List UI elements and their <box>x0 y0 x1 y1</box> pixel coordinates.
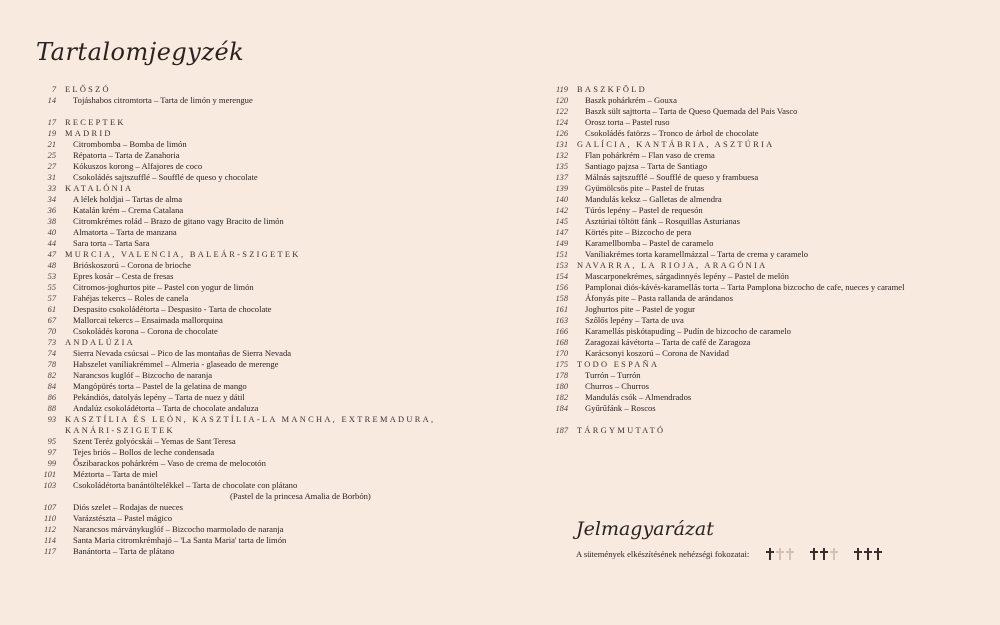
section-title: RECEPTEK <box>65 118 126 127</box>
page-number: 82 <box>47 371 56 380</box>
toc-entry <box>548 238 958 249</box>
page-number: 145 <box>555 217 568 226</box>
toc-entry <box>36 271 446 282</box>
toc-entry <box>36 326 446 337</box>
toc-entry <box>548 381 958 392</box>
toc-section <box>36 84 446 95</box>
page-number: 34 <box>47 195 56 204</box>
page-number: 124 <box>555 118 568 127</box>
cross-icon <box>775 548 784 560</box>
entry-title: Karácsonyi koszorú – Corona de Navidad <box>585 348 729 358</box>
toc-section <box>548 425 958 436</box>
page-number: 151 <box>555 250 568 259</box>
cross-icon <box>853 548 862 560</box>
toc-section <box>36 117 446 128</box>
toc-entry <box>36 403 446 414</box>
entry-title: Santa Maria citromkrémhajó – 'La Santa Maria' tarta de limón <box>73 535 287 545</box>
entry-title: Tojáshabos citromtorta – Tarta de limón y merengue <box>73 95 253 105</box>
toc-entry <box>36 392 446 403</box>
page-number: 135 <box>555 162 568 171</box>
toc-entry <box>548 403 958 414</box>
page-number: 14 <box>47 96 56 105</box>
page-number: 67 <box>47 316 56 325</box>
entry-title: Citrombomba – Bomba de limón <box>73 139 187 149</box>
page-number: 88 <box>47 404 56 413</box>
toc-entry <box>548 106 958 117</box>
toc-entry <box>36 238 446 249</box>
toc-entry <box>36 535 446 546</box>
entry-title: Karamellás piskótapuding – Pudín de bizcocho de caramelo <box>585 326 791 336</box>
entry-title: Varázstészta – Pastel mágico <box>73 513 173 523</box>
entry-title: Almatorta – Tarta de manzana <box>73 227 177 237</box>
section-title: KANÁRI-SZIGETEK <box>65 426 175 435</box>
toc-entry <box>36 436 446 447</box>
page-number: 57 <box>47 294 56 303</box>
toc-entry <box>548 183 958 194</box>
entry-title: (Pastel de la princesa Amalia de Borbón) <box>230 491 371 501</box>
toc-entry <box>36 205 446 216</box>
toc-entry <box>36 513 446 524</box>
cross-icon <box>863 548 872 560</box>
page-number: 112 <box>44 525 56 534</box>
toc-entry <box>548 249 958 260</box>
toc-right-column <box>548 84 958 436</box>
page-number: 140 <box>555 195 568 204</box>
entry-title: Tejes briós – Bollos de leche condensada <box>73 447 215 457</box>
page-number: 178 <box>555 371 568 380</box>
page-number: 120 <box>555 96 568 105</box>
entry-title: Csokoládés sajtszufflé – Soufflé de queso y chocolate <box>73 172 258 182</box>
toc-section <box>36 425 446 436</box>
entry-title: Epres kosár – Cesta de fresas <box>73 271 174 281</box>
toc-entry <box>36 95 446 106</box>
page-number: 119 <box>556 85 568 94</box>
page-number: 180 <box>555 382 568 391</box>
entry-title: Méztorta – Tarta de miel <box>73 469 158 479</box>
entry-title: Gyümölcsös pite – Pastel de frutas <box>585 183 705 193</box>
section-title: ANDALÚZIA <box>65 338 136 347</box>
toc-entry <box>36 216 446 227</box>
toc-section <box>548 260 958 271</box>
toc-entry <box>36 502 446 513</box>
entry-title: Baszk sült sajttorta – Tarta de Queso Quemada del Pais Vasco <box>585 106 798 116</box>
toc-entry <box>548 348 958 359</box>
page-number: 70 <box>47 327 56 336</box>
page-number: 131 <box>555 140 568 149</box>
entry-title: Despasito csokoládétorta – Despasito - Tarta de chocolate <box>73 304 272 314</box>
entry-title: Fahéjas tekercs – Roles de canela <box>73 293 189 303</box>
entry-title: Katalán krém – Crema Catalana <box>73 205 184 215</box>
page-number: 154 <box>555 272 568 281</box>
page-number: 149 <box>555 239 568 248</box>
toc-entry <box>548 128 958 139</box>
section-title: KASZTÍLIA ÉS LEÓN, KASZTÍLIA-LA MANCHA, EXTREMADURA, <box>65 415 436 424</box>
entry-title: Pamplonai diós-kávés-karamellás torta – Tarta Pamplona bizcocho de cafe, nueces y caramel <box>585 282 905 292</box>
page-number: 47 <box>47 250 56 259</box>
entry-title: Habszelet vaníliakrémmel – Almeria - glaseado de merenge <box>73 359 279 369</box>
page-number: 126 <box>555 129 568 138</box>
toc-entry <box>36 282 446 293</box>
cross-icon <box>809 548 818 560</box>
section-title: BASZKFÖLD <box>577 85 648 94</box>
toc-entry <box>36 348 446 359</box>
toc-entry <box>548 293 958 304</box>
page-number: 25 <box>47 151 56 160</box>
page-number: 147 <box>555 228 568 237</box>
entry-title: Narancsos kuglóf – Bizcocho de naranja <box>73 370 213 380</box>
entry-title: Citromos-joghurtos pite – Pastel con yogur de limón <box>73 282 254 292</box>
entry-title: Zaragozai kávétorta – Tarta de café de Zaragoza <box>585 337 751 347</box>
page-number: 48 <box>47 261 56 270</box>
toc-entry <box>548 271 958 282</box>
page-number: 132 <box>555 151 568 160</box>
entry-title: Sara torta – Tarta Sara <box>73 238 150 248</box>
page-number: 137 <box>555 173 568 182</box>
entry-title: Sierra Nevada csúcsai – Pico de las montañas de Sierra Nevada <box>73 348 292 358</box>
toc-section <box>36 183 446 194</box>
toc-entry <box>36 260 446 271</box>
entry-title: Karamellbomba – Pastel de caramelo <box>585 238 714 248</box>
page-number: 7 <box>51 85 56 94</box>
entry-title: Mangópürés torta – Pastel de la gelatina de mango <box>73 381 247 391</box>
legend-row <box>576 548 897 560</box>
entry-title: Kókuszos korong – Alfajores de coco <box>73 161 203 171</box>
page-number: 153 <box>555 261 568 270</box>
entry-title: Andalúz csokoládétorta – Tarta de chocolate andaluza <box>73 403 259 413</box>
page-number: 142 <box>555 206 568 215</box>
toc-entry <box>548 117 958 128</box>
toc-entry <box>36 546 446 557</box>
entry-title: A lélek holdjai – Tartas de alma <box>73 194 183 204</box>
page-number: 139 <box>555 184 568 193</box>
page-number: 101 <box>43 470 56 479</box>
page-number: 38 <box>47 217 56 226</box>
cross-icon <box>873 548 882 560</box>
toc-entry <box>548 326 958 337</box>
toc-entry <box>36 524 446 535</box>
difficulty-level-1 <box>765 548 795 560</box>
toc-entry <box>36 227 446 238</box>
page-title: Tartalomjegyzék <box>36 38 245 66</box>
page-number: 93 <box>47 415 56 424</box>
toc-entry <box>548 205 958 216</box>
entry-title: Flan pohárkrém – Flan vaso de crema <box>585 150 715 160</box>
toc-section <box>36 414 446 425</box>
page-number: 73 <box>47 338 56 347</box>
toc-entry <box>36 359 446 370</box>
toc-entry <box>36 161 446 172</box>
entry-title: Churros – Churros <box>585 381 649 391</box>
section-title: MADRID <box>65 129 113 138</box>
entry-title: Csokoládés fatörzs – Tronco de árbol de chocolate <box>585 128 759 138</box>
entry-title: Banántorta – Tarta de plátano <box>73 546 175 556</box>
legend <box>576 518 897 560</box>
difficulty-levels <box>765 548 897 560</box>
entry-title: Körtés pite – Bizcocho de pera <box>585 227 692 237</box>
toc-entry <box>36 304 446 315</box>
toc-entry <box>548 161 958 172</box>
section-title: TÁRGYMUTATÓ <box>577 426 666 435</box>
page-number: 182 <box>555 393 568 402</box>
page-number: 36 <box>47 206 56 215</box>
page-number: 161 <box>555 305 568 314</box>
toc-entry <box>548 216 958 227</box>
toc-entry <box>36 194 446 205</box>
legend-title: Jelmagyarázat <box>576 518 714 540</box>
cross-icon <box>785 548 794 560</box>
toc-section <box>548 359 958 370</box>
page-number: 110 <box>44 514 56 523</box>
toc-entry <box>36 315 446 326</box>
page-number: 114 <box>44 536 56 545</box>
entry-title: Pekándiós, datolyás lepény – Tarta de nuez y dátil <box>73 392 245 402</box>
page-number: 19 <box>47 129 56 138</box>
page-number: 156 <box>555 283 568 292</box>
toc-section <box>548 84 958 95</box>
entry-title: Brióskoszorú – Corona de brioche <box>73 260 191 270</box>
toc-entry <box>548 337 958 348</box>
toc-entry <box>36 458 446 469</box>
page-number: 55 <box>47 283 56 292</box>
entry-title: Diós szelet – Rodajas de nueces <box>73 502 184 512</box>
toc-entry <box>548 304 958 315</box>
entry-title: Csokoládés korona – Corona de chocolate <box>73 326 218 336</box>
entry-title: Répatorta – Tarta de Zanahoria <box>73 150 180 160</box>
toc-entry <box>548 282 958 293</box>
entry-title: Narancsos márványkuglóf – Bizcocho marmolado de naranja <box>73 524 284 534</box>
cross-icon <box>819 548 828 560</box>
toc-entry <box>36 491 446 502</box>
page-number: 53 <box>47 272 56 281</box>
difficulty-level-2 <box>809 548 839 560</box>
entry-title: Vaníliakrémes torta karamellmázzal – Tarta de crema y caramelo <box>585 249 809 259</box>
entry-title: Santiago pajzsa – Tarta de Santiago <box>585 161 708 171</box>
page-number: 78 <box>47 360 56 369</box>
section-title: ELŐSZÓ <box>65 85 111 94</box>
toc-section <box>36 337 446 348</box>
page-number: 187 <box>555 426 568 435</box>
section-title: MURCIA, VALENCIA, BALEÁR-SZIGETEK <box>65 250 301 259</box>
entry-title: Mallorcai tekercs – Ensaimada mallorquina <box>73 315 223 325</box>
page-number: 27 <box>47 162 56 171</box>
page-number: 184 <box>555 404 568 413</box>
toc-entry <box>548 227 958 238</box>
page-number: 61 <box>47 305 56 314</box>
entry-title: Szent Teréz golyócskái – Yemas de Sant Teresa <box>73 436 236 446</box>
page-number: 33 <box>47 184 56 193</box>
section-title: GALÍCIA, KANTÁBRIA, ASZTÚRIA <box>577 140 775 149</box>
page-number: 44 <box>47 239 56 248</box>
difficulty-level-3 <box>853 548 883 560</box>
entry-title: Gyűrűfánk – Roscos <box>585 403 656 413</box>
legend-label: A sütemények elkészítésének nehézségi fokozatai: <box>576 549 750 559</box>
entry-title: Mascarponekrémes, sárgadinnyés lepény – Pastel de melón <box>585 271 789 281</box>
toc-left-column <box>36 84 446 557</box>
entry-title: Őszibarackos pohárkrém – Vaso de crema de melocotón <box>73 458 266 468</box>
page-number: 168 <box>555 338 568 347</box>
page-number: 117 <box>44 547 56 556</box>
toc-entry <box>36 370 446 381</box>
page-number: 107 <box>43 503 56 512</box>
toc-section <box>36 128 446 139</box>
entry-title: Szőlős lepény – Tarta de uva <box>585 315 684 325</box>
cross-icon <box>829 548 838 560</box>
entry-title: Mandulás keksz – Galletas de almendra <box>585 194 722 204</box>
toc-section <box>36 249 446 260</box>
toc-entry <box>36 469 446 480</box>
toc-entry <box>548 95 958 106</box>
page-number: 86 <box>47 393 56 402</box>
page-number: 163 <box>555 316 568 325</box>
toc-entry <box>36 447 446 458</box>
entry-title: Túrós lepény – Pastel de requesón <box>585 205 703 215</box>
toc-section <box>548 139 958 150</box>
entry-title: Citromkrémes rolád – Brazo de gitano vagy Bracito de limón <box>73 216 284 226</box>
page-number: 40 <box>47 228 56 237</box>
toc-entry <box>36 480 446 491</box>
toc-entry <box>36 139 446 150</box>
toc-entry <box>548 392 958 403</box>
toc-entry <box>36 150 446 161</box>
page-number: 95 <box>47 437 56 446</box>
page-number: 166 <box>555 327 568 336</box>
page-number: 21 <box>47 140 56 149</box>
entry-title: Mandulás csók – Almendrados <box>585 392 692 402</box>
entry-title: Csokoládétorta banántöltelékkel – Tarta de chocolate con plátano <box>73 480 298 490</box>
page-number: 103 <box>43 481 56 490</box>
entry-title: Asztúriai töltött fánk – Rosquillas Asturianas <box>585 216 740 226</box>
page-number: 99 <box>47 459 56 468</box>
toc-entry <box>36 381 446 392</box>
page-number: 158 <box>555 294 568 303</box>
entry-title: Áfonyás pite – Pasta rallanda de arándanos <box>585 293 733 303</box>
toc-entry <box>548 172 958 183</box>
page-number: 122 <box>555 107 568 116</box>
page-number: 31 <box>47 173 56 182</box>
section-title: TODO ESPAÑA <box>577 360 660 369</box>
entry-title: Baszk pohárkrém – Gouxa <box>585 95 677 105</box>
toc-entry <box>548 150 958 161</box>
toc-entry <box>548 370 958 381</box>
toc-entry <box>548 194 958 205</box>
entry-title: Joghurtos pite – Pastel de yogur <box>585 304 696 314</box>
page-number: 74 <box>47 349 56 358</box>
page-number: 17 <box>47 118 56 127</box>
toc-entry <box>36 293 446 304</box>
entry-title: Orosz torta – Pastel ruso <box>585 117 670 127</box>
page-number: 175 <box>555 360 568 369</box>
page-number: 84 <box>47 382 56 391</box>
section-title: NAVARRA, LA RIOJA, ARAGÓNIA <box>577 261 768 270</box>
section-title: KATALÓNIA <box>65 184 134 193</box>
page-number: 97 <box>47 448 56 457</box>
page-number: 170 <box>555 349 568 358</box>
entry-title: Málnás sajtszufflé – Soufflé de queso y frambuesa <box>585 172 759 182</box>
cross-icon <box>765 548 774 560</box>
toc-entry <box>548 315 958 326</box>
entry-title: Turrón – Turrón <box>585 370 641 380</box>
toc-entry <box>36 172 446 183</box>
